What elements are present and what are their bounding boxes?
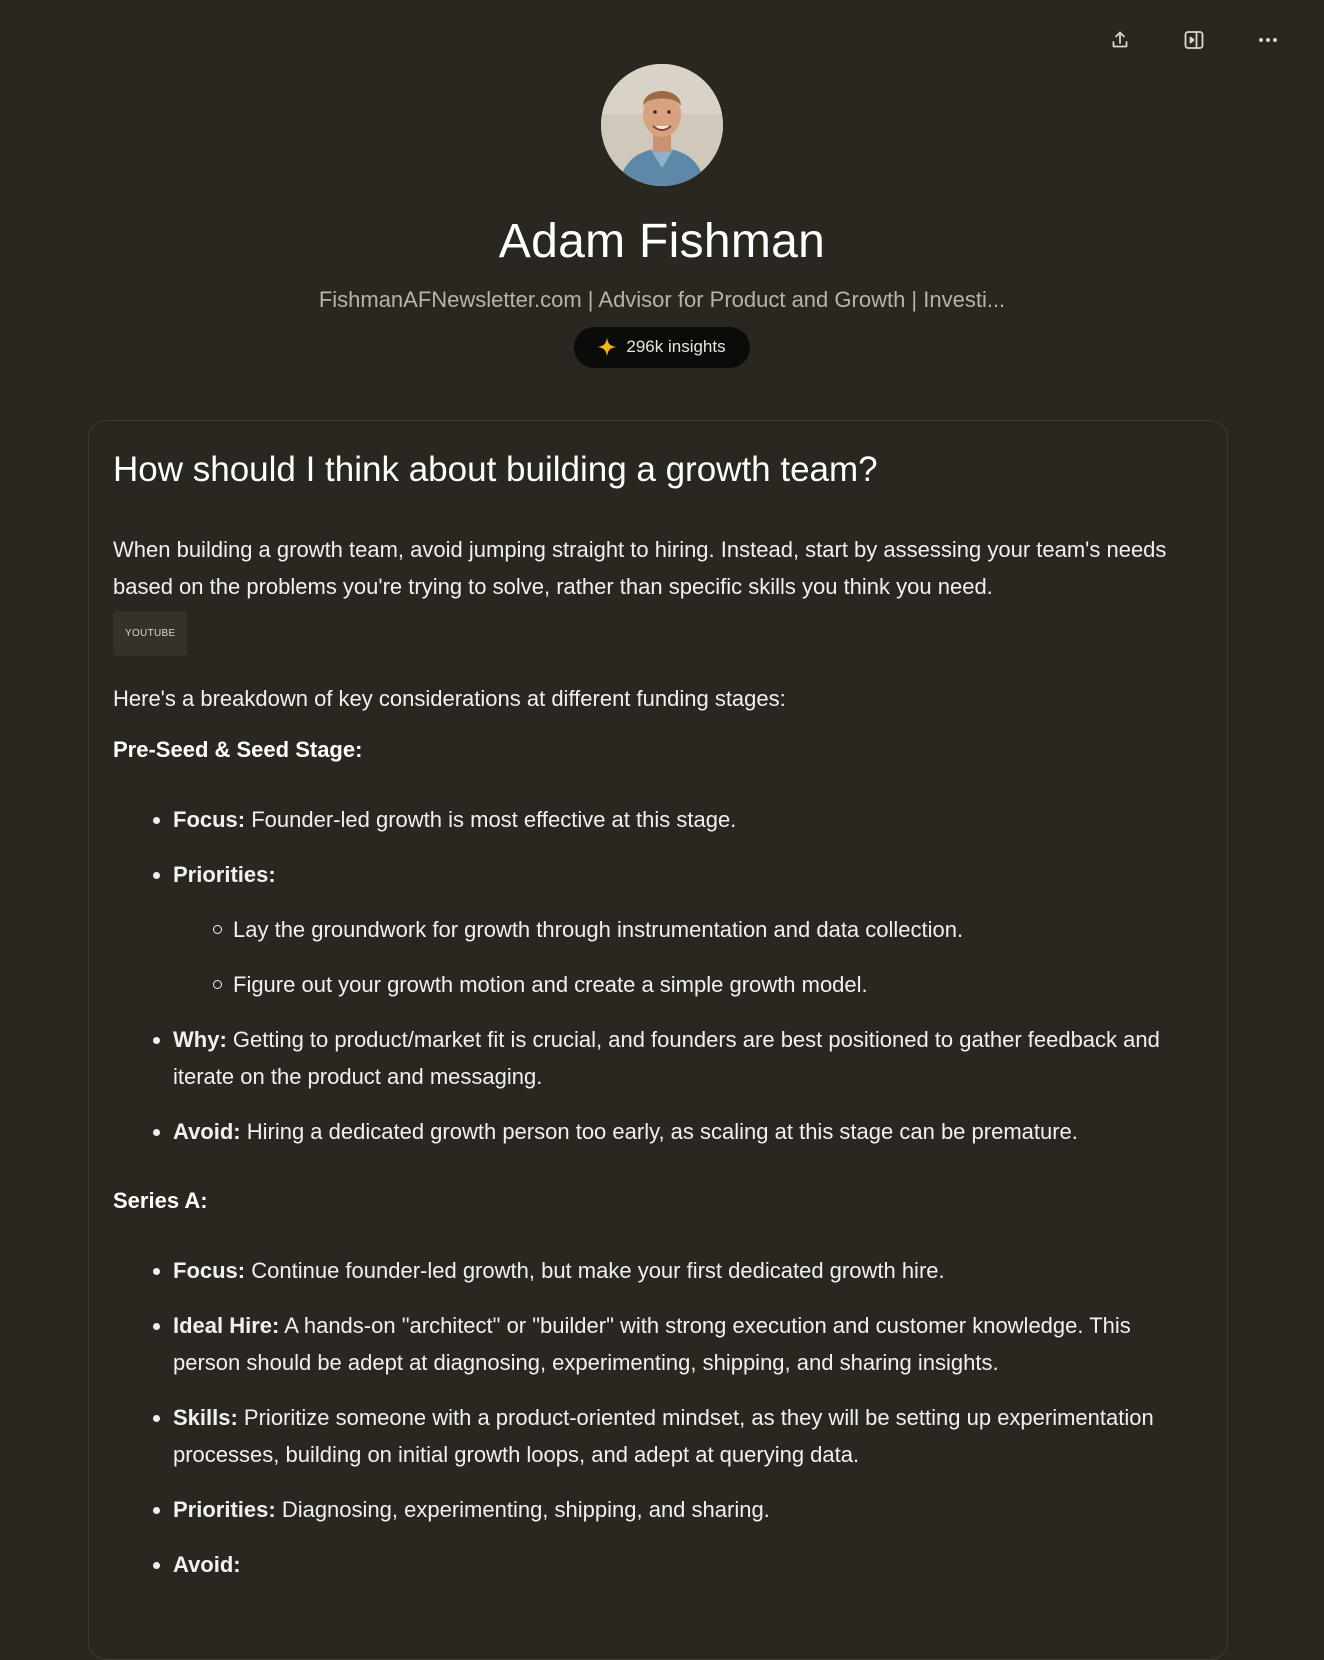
list-item: Avoid: bbox=[149, 1546, 1203, 1583]
insights-badge[interactable] bbox=[574, 327, 749, 368]
sidebar-toggle-icon bbox=[1183, 29, 1205, 51]
avatar bbox=[601, 64, 723, 186]
share-button[interactable] bbox=[1104, 24, 1136, 56]
list-item: Focus: Continue founder-led growth, but make your first dedicated growth hire. bbox=[149, 1252, 1203, 1289]
seed-list bbox=[113, 801, 1203, 1150]
priorities-sublist bbox=[173, 911, 1203, 1003]
source-tag-youtube[interactable]: YOUTUBE bbox=[113, 611, 187, 656]
more-options-button[interactable] bbox=[1252, 24, 1284, 56]
answer-card bbox=[88, 420, 1228, 1660]
list-item: Priorities: Lay the groundwork for growth through instrumentation and data collection. Figure out your growth motion and create a simple growth model. bbox=[149, 856, 1203, 1003]
sub-list-item: Figure out your growth motion and create a simple growth model. bbox=[211, 966, 1203, 1003]
sub-list-item: Lay the groundwork for growth through instrumentation and data collection. bbox=[211, 911, 1203, 948]
intro-text: When building a growth team, avoid jumping straight to hiring. Instead, start by assessing your team's needs based on the problems you're trying to solve, rather than specific skills you think you need. bbox=[113, 536, 1167, 599]
list-item: Priorities: Diagnosing, experimenting, shipping, and sharing. bbox=[149, 1491, 1203, 1528]
list-item: Skills: Prioritize someone with a product-oriented mindset, as they will be setting up experimentation processes, building on initial growth loops, and adept at querying data. bbox=[149, 1399, 1203, 1473]
profile-tagline: FishmanAFNewsletter.com | Advisor for Product and Growth | Investi... bbox=[318, 287, 1006, 312]
series-a-list bbox=[113, 1252, 1203, 1583]
profile-name: Adam Fishman bbox=[498, 215, 826, 268]
list-item: Ideal Hire: A hands-on "architect" or "builder" with strong execution and customer knowledge. This person should be adept at diagnosing, experimenting, shipping, and sharing insights. bbox=[149, 1307, 1203, 1381]
question-title: How should I think about building a growth team? bbox=[113, 450, 878, 489]
share-icon bbox=[1110, 30, 1130, 50]
more-icon bbox=[1258, 37, 1278, 43]
section-heading-seed: Pre-Seed & Seed Stage: bbox=[113, 736, 363, 762]
insights-count: 296k insights bbox=[626, 337, 726, 356]
profile-header bbox=[0, 64, 1324, 368]
list-item: Avoid: Hiring a dedicated growth person too early, as scaling at this stage can be premature. bbox=[149, 1113, 1203, 1150]
section-heading-series-a: Series A: bbox=[113, 1187, 208, 1213]
sparkle-icon bbox=[596, 336, 618, 358]
intro-paragraph bbox=[113, 531, 1203, 656]
breakdown-paragraph: Here's a breakdown of key considerations at different funding stages: bbox=[113, 685, 786, 711]
list-item: Focus: Founder-led growth is most effective at this stage. bbox=[149, 801, 1203, 838]
list-item: Why: Getting to product/market fit is crucial, and founders are best positioned to gather feedback and iterate on the product and messaging. bbox=[149, 1021, 1203, 1095]
top-actions bbox=[1104, 24, 1284, 56]
sidebar-toggle-button[interactable] bbox=[1178, 24, 1210, 56]
